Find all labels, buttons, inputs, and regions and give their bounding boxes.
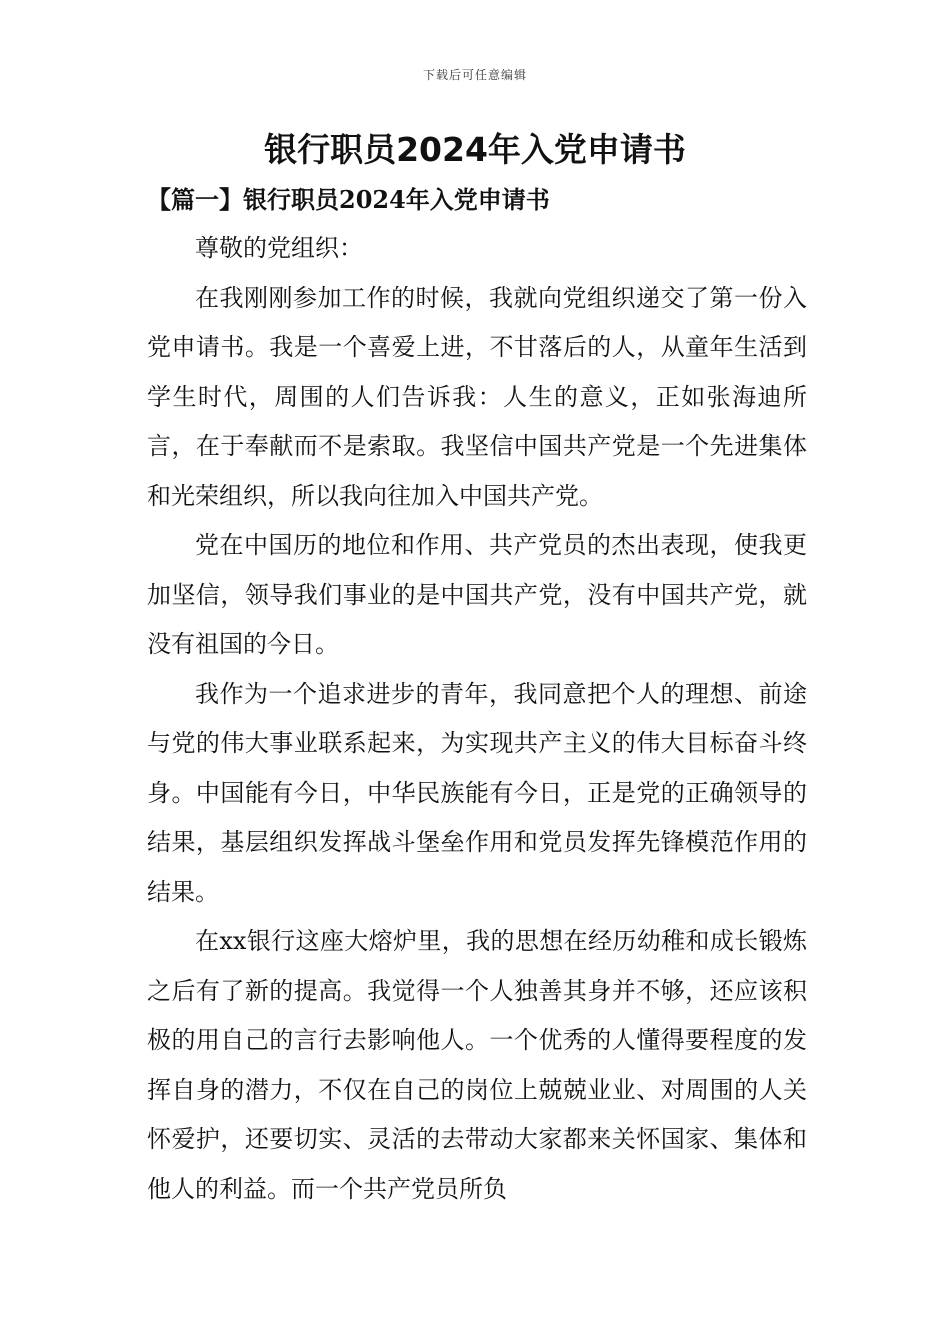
document-body xyxy=(147,224,807,1214)
paragraph-4: 在xx银行这座大熔炉里，我的思想在经历幼稚和成长锻炼之后有了新的提高。我觉得一个人独善其身并不够，还应该积极的用自己的言行去影响他人。一个优秀的人懂得要程度的发挥自身的潜力，不仅在自己的岗位上兢兢业业、对周围的人关怀爱护，还要切实、灵活的去带动大家都来关怀国家、集体和他人的利益。而一个共产党员所负 xyxy=(147,927,807,1203)
paragraph-3: 我作为一个追求进步的青年，我同意把个人的理想、前途与党的伟大事业联系起来，为实现共产主义的伟大目标奋斗终身。中国能有今日，中华民族能有今日，正是党的正确领导的结果，基层组织发挥战斗堡垒作用和党员发挥先锋模范作用的结果。 xyxy=(147,679,807,906)
document-title: 银行职员2024年入党申请书 xyxy=(264,130,686,169)
salutation: 尊敬的党组织： xyxy=(195,234,363,262)
paragraph-1: 在我刚刚参加工作的时候，我就向党组织递交了第一份入党申请书。我是一个喜爱上进，不甘落后的人，从童年生活到学生时代，周围的人们告诉我：人生的意义，正如张海迪所言，在于奉献而不是索取。我坚信中国共产党是一个先进集体和光荣组织，所以我向往加入中国共产党。 xyxy=(147,283,807,510)
paragraph-2: 党在中国历的地位和作用、共产党员的杰出表现，使我更加坚信，领导我们事业的是中国共产党，没有中国共产党，就没有祖国的今日。 xyxy=(147,531,807,658)
section-heading: 【篇一】银行职员2024年入党申请书 xyxy=(147,185,550,214)
header-note: 下载后可任意编辑 xyxy=(422,68,527,82)
